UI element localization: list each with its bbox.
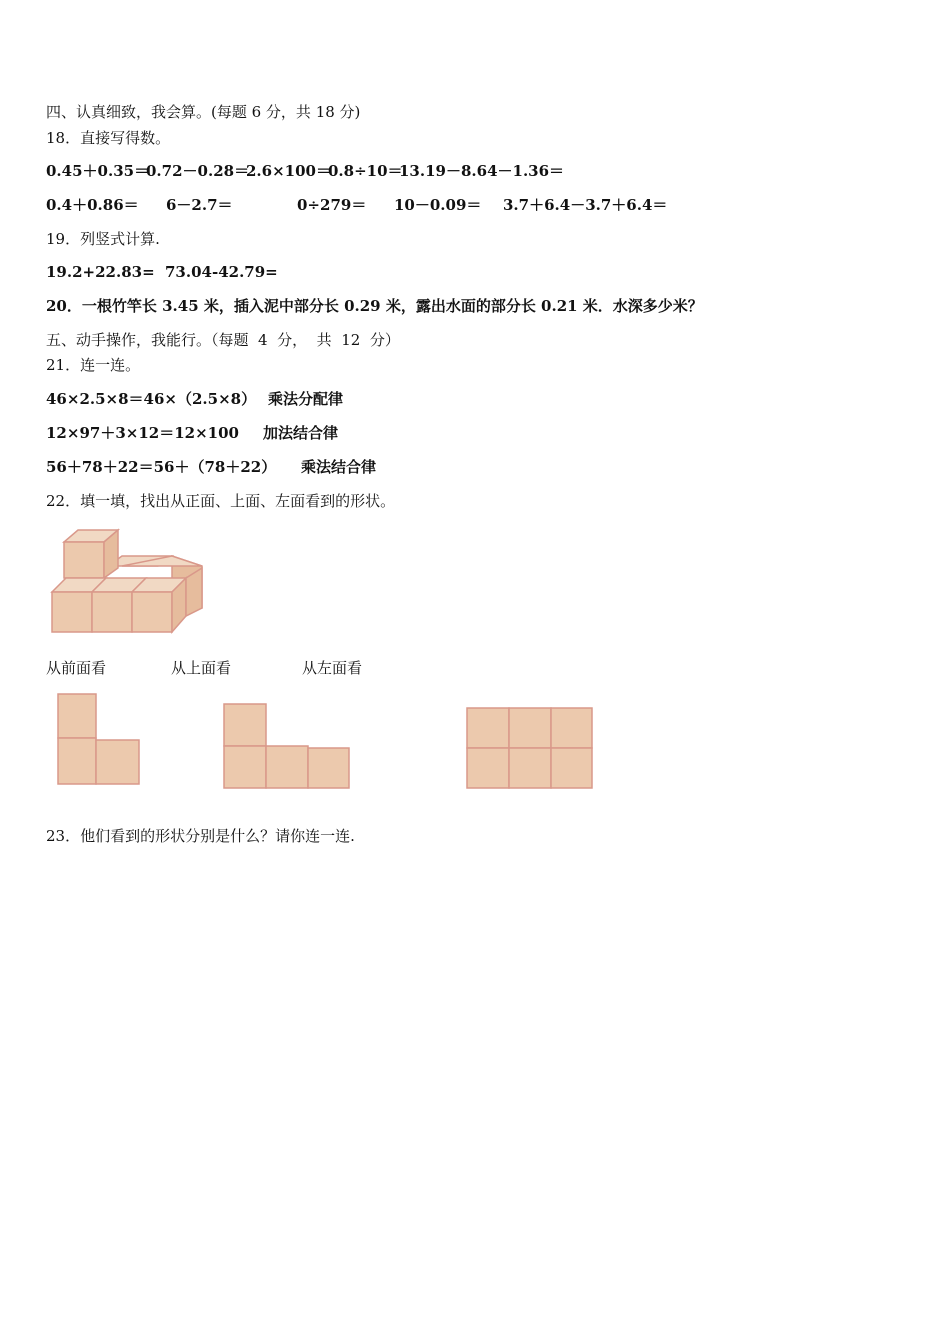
- section-5-heading: 五、动手操作，我能行。（每题 4 分， 共 12 分）: [46, 331, 400, 349]
- q21-law: 乘法结合律: [301, 458, 377, 476]
- q23-title: 23．他们看到的形状分别是什么？请你连一连.: [46, 827, 355, 845]
- q18-item: 0.4＋0.86＝: [46, 196, 139, 214]
- view-shape-b: [221, 701, 353, 791]
- q21-law: 乘法分配律: [268, 390, 344, 408]
- cube-front-face: [64, 542, 104, 578]
- q21-expression: 56＋78＋22＝56＋（78＋22）: [46, 458, 277, 476]
- q19-item: 19.2+22.83=: [46, 263, 155, 281]
- q21-expression: 46×2.5×8＝46×（2.5×8）: [46, 390, 257, 408]
- q18-item: 2.6×100＝: [246, 162, 331, 180]
- view-label-left: 从左面看: [302, 659, 363, 677]
- q18-title: 18．直接写得数。: [46, 129, 171, 147]
- view-label-top: 从上面看: [171, 659, 232, 677]
- q18-item: 6－2.7＝: [166, 196, 233, 214]
- q21-title: 21．连一连。: [46, 356, 141, 374]
- cube-stack-figure: [46, 520, 206, 638]
- q20-text: 20．一根竹竿长 3.45 米，插入泥中部分长 0.29 米，露出水面的部分长 0.21 米．水深多少米？: [46, 297, 703, 315]
- q21-law: 加法结合律: [263, 424, 339, 442]
- q18-item: 0÷279＝: [297, 196, 367, 214]
- q18-item: 0.72－0.28＝: [146, 162, 250, 180]
- q18-item: 3.7＋6.4－3.7＋6.4＝: [503, 196, 668, 214]
- q18-item: 13.19－8.64－1.36＝: [399, 162, 565, 180]
- view-shape-a: [55, 692, 145, 788]
- q19-item: 73.04-42.79=: [165, 263, 278, 281]
- q22-title: 22．填一填，找出从正面、上面、左面看到的形状。: [46, 492, 396, 510]
- view-label-front: 从前面看: [46, 659, 107, 677]
- section-4-heading: 四、认真细致，我会算。(每题 6 分，共 18 分): [46, 103, 361, 121]
- q19-title: 19．列竖式计算.: [46, 230, 160, 248]
- q18-item: 10－0.09＝: [394, 196, 482, 214]
- view-shape-c: [464, 704, 596, 792]
- q18-item: 0.45＋0.35＝: [46, 162, 150, 180]
- q18-item: 0.8÷10＝: [328, 162, 403, 180]
- q21-expression: 12×97＋3×12＝12×100: [46, 424, 239, 442]
